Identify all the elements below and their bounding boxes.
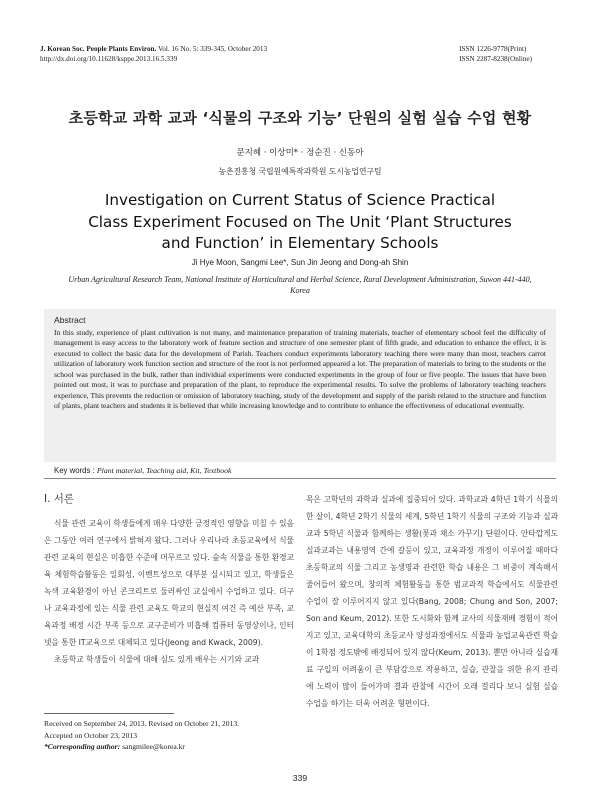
keywords <box>54 466 231 475</box>
corresponding-email[interactable]: sangmilee@korea.kr <box>122 742 185 751</box>
title-english-line-2: Class Experiment Focused on The Unit ‘Plant Structures <box>88 212 512 231</box>
page-number: 339 <box>292 773 308 783</box>
abstract-text: In this study, experience of plant cultivation is not many, and maintenance preparation of training materials, teacher of elementary school feel the difficulty of management is easy access to the laboratory work of feature section and structure of one semester plant of fifth grade, and education to enhance the effect, it is executed to collect the basic data for the development of Parish. Teachers conduct experiments laboratory teaching there were many than most, teachers carrot utilization of laboratory work function section and structure of the root is not performed appeared a lot. The preparation of materials to bring to the students or the school was purchased in the bulk, rather than individual experiments were conducted experiments in the group of four or five people. The issues that have been pointed out most, it was to purchase and preparation of the plant, to reproduce the experimental results. To solve the problems of laboratory teaching teachers experience, This prevents the reduction or omission of laboratory teaching, study of the development and supply of the parish related to the structure and function of plants, plant teachers and students it is believed that while increasing knowledge and to contribute to enhance the effectiveness of educational eventually. <box>54 328 546 411</box>
issn-online: ISSN 2287-8238(Online) <box>459 55 532 63</box>
footnote-rule <box>44 713 174 714</box>
footnotes <box>44 718 294 753</box>
affiliation-korean: 농촌진흥청 국립원예특작과학원 도시농업연구팀 <box>218 167 382 176</box>
issn-print: ISSN 1226-9778(Print) <box>459 45 527 53</box>
issn-block <box>459 44 532 64</box>
title-english <box>0 190 600 255</box>
authors-korean: 문지혜 · 이상미* · 정순진 · 신동아 <box>236 148 364 158</box>
keywords-value: Plant material, Teaching aid, Kit, Textbook <box>96 466 232 475</box>
affiliation-english: Urban Agricultural Research Team, National Institute of Horticultural and Herbal Science, Rural Development Administration, Suwon 441-440, Korea <box>68 275 532 295</box>
body-column-left <box>44 515 294 668</box>
title-korean: 초등학교 과학 교과 ‘식물의 구조와 기능’ 단원의 실험 실습 수업 현황 <box>68 109 532 127</box>
received-date: Received on September 24, 2013. Revised on October 21, 2013. <box>44 719 240 728</box>
section-divider <box>44 478 556 479</box>
body-column-right <box>306 491 558 712</box>
journal-citation <box>40 44 267 64</box>
authors-english: Ji Hye Moon, Sangmi Lee*, Sun Jin Jeong and Dong-ah Shin <box>191 258 409 267</box>
abstract-label: Abstract <box>54 315 86 325</box>
accepted-date: Accepted on October 23, 2013 <box>44 730 137 740</box>
doi-link[interactable]: http://dx.doi.org/10.11628/ksppe.2013.16.5.339 <box>40 55 178 63</box>
journal-volume: Vol. 16 No. 5: 339-345, October 2013 <box>158 45 268 53</box>
paragraph-intro-continued: 목은 고학년의 과학과 실과에 집중되어 있다. 과학교과 4학년 1학기 식물의 한 살이, 4학년 2학기 식물의 세계, 5학년 1학기 식물의 구조와 기능과 실과 교과 5학년 식물과 함께하는 생활(꽃과 채소 가꾸기) 단원이다. 안타깝게도 실과교과는 내용영역 간에 갈등이 있고, 교육과정 개정이 이루어질 때마다 초등학교의 식물 그리고 농생명과 관련한 학습 내용은 그 비중이 계속해서 줄어들어 왔으며, 창의적 체험활동을 통한 범교과적 학습에서도 식물관련 수업이 잘 이루어지지 않고 있다(Bang, 2008; Chung and Son, 2007; Son and Keum, 2012). 또한 도시화와 함께 교사의 식물재배 경험이 적어지고 있고, 교육대학의 초등교사 양성과정에서도 식물과 농업교육관련 학습이 1학점 정도밖에 배정되어 있지 않다(Keum, 2013). 뿐만 아니라 실습재료 구입의 어려움이 큰 부담감으로 작용하고, 실습, 관찰을 위한 유지 관리에 노력이 많이 들어가며 결과 관찰에 시간이 오래 걸리다 보니 실험 실습 수업을 하기는 더욱 어려운 형편이다. <box>306 495 558 708</box>
paragraph-intro-1: 식물 관련 교육이 학생들에게 매우 다양한 긍정적인 영향을 미칠 수 있음은 그동안 여러 연구에서 밝혀져 왔다. 그러나 우리나라 초등교육에서 식물관련 교육의 현실은 미흡한 수준에 머무르고 있다. 숲속 식물을 통한 환경교육 체험학습활동은 일회성, 이벤트성으로 대부분 실시되고 있고, 학생들은 녹색 교육환경이 아닌 콘크리트로 둘러싸인 교실에서 수업하고 있다. 더구나 교육과정에 있는 식물 관련 교육도 학교의 현실적 여건 즉 예산 부족, 교육과정 배정 시간 부족 등으로 교구준비가 미흡해 컴퓨터 동영상이나, 인터넷을 통한 IT교육으로 대체되고 있다(Jeong and Kwack, 2009). <box>44 519 294 647</box>
keywords-label: Key words : <box>54 466 95 475</box>
section-heading-introduction: Ⅰ. 서론 <box>44 493 75 505</box>
paragraph-intro-2: 초등학교 학생들이 식물에 대해 심도 있게 배우는 시기와 교과 <box>54 655 260 664</box>
abstract-box <box>44 309 556 462</box>
title-english-line-3: and Function’ in Elementary Schools <box>161 234 439 252</box>
corresponding-label: *Corresponding author: <box>44 742 121 751</box>
corresponding-author <box>44 741 294 753</box>
title-english-line-1: Investigation on Current Status of Science Practical <box>104 191 496 209</box>
journal-name: J. Korean Soc. People Plants Environ. <box>40 45 157 53</box>
